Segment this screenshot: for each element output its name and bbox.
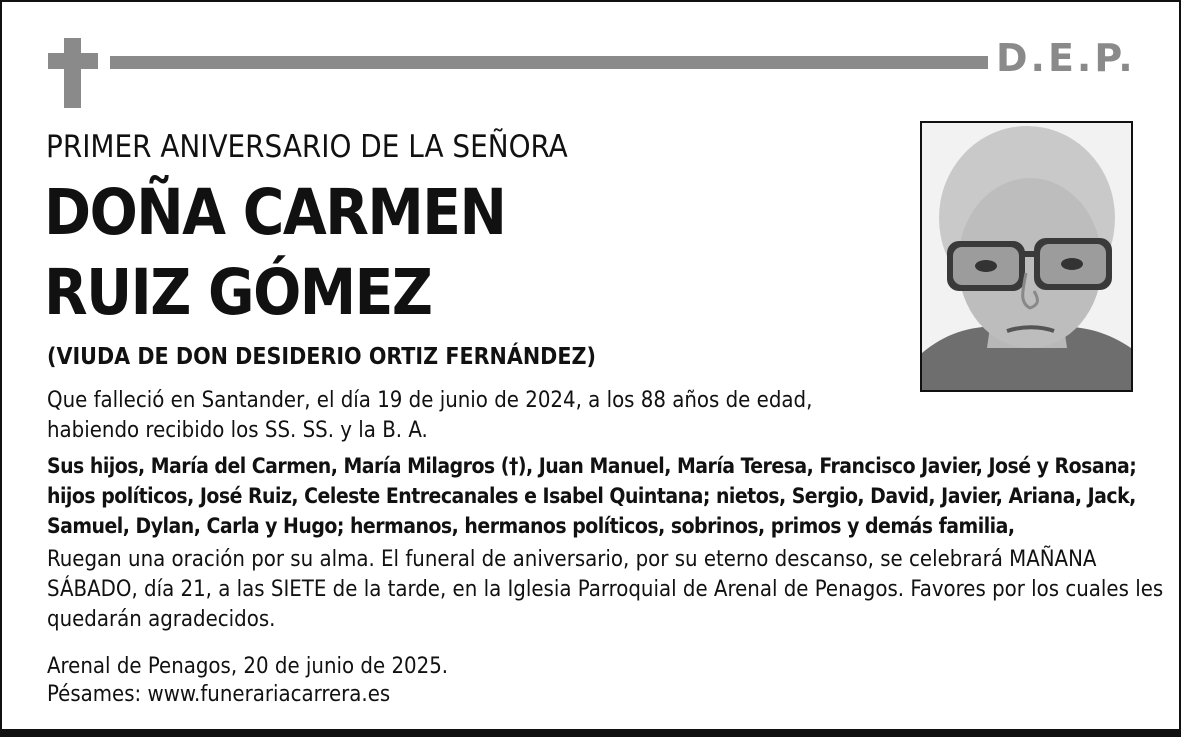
funeral-paragraph: Ruegan una oración por su alma. El funeral de aniversario, por su eterno descanso, se celebrará MAÑANA SÁBADO, día 21, a las SIETE de la tarde, en la Iglesia Parroquial de Arenal de Penagos. Favores por los cuales les quedarán agradecidos. (47, 547, 1164, 632)
cross-icon (64, 38, 81, 108)
place-date: Arenal de Penagos, 20 de junio de 2025. (47, 654, 449, 679)
dep-label: D.E.P. (996, 36, 1136, 80)
pretitle: PRIMER ANIVERSARIO DE LA SEÑORA (46, 129, 568, 165)
condolences-link[interactable]: Pésames: www.funerariacarrera.es (47, 682, 391, 707)
footer (47, 653, 1167, 709)
cross-icon-arm (48, 53, 98, 69)
deceased-name-line2: RUIZ GÓMEZ (44, 256, 432, 329)
widow-line: (VIUDA DE DON DESIDERIO ORTIZ FERNÁNDEZ) (47, 344, 596, 370)
portrait-photo (920, 121, 1133, 392)
death-paragraph: Que falleció en Santander, el día 19 de junio de 2024, a los 88 años de edad, habiendo recibido los SS. SS. y la B. A. (47, 388, 813, 443)
family-paragraph: Sus hijos, María del Carmen, María Milagros (†), Juan Manuel, María Teresa, Francisco Javier, José y Rosana; hijos políticos, José Ruiz, Celeste Entrecanales e Isabel Quintana; nietos, Sergio, David, Javier, Ariana, Jack, Samuel, Dylan, Carla y Hugo; hermanos, hermanos políticos, sobrinos, primos y demás familia, (47, 454, 1137, 538)
portrait-image (922, 123, 1131, 390)
header-rule (110, 56, 988, 69)
deceased-name-line1: DOÑA CARMEN (44, 176, 506, 249)
